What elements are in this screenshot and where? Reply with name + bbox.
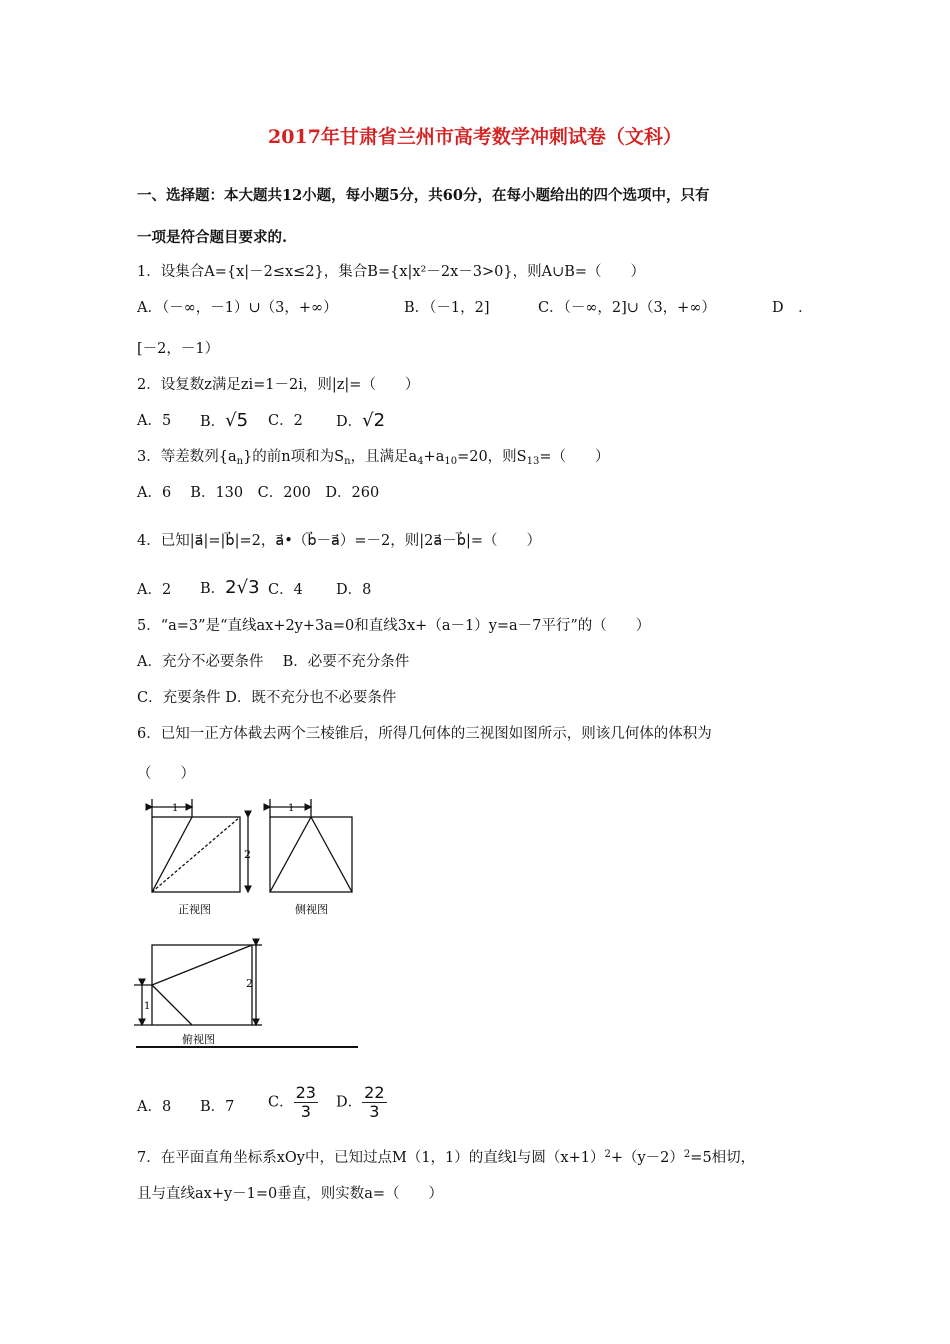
q3-text-c: }的前n项和为S: [243, 449, 345, 465]
three-view-figure: [130, 795, 365, 1055]
fraction-23-3: [294, 1084, 318, 1121]
question-4-option-d: D．8: [336, 582, 372, 598]
question-4-stem: 4．已知|a⃗|=|b⃗|=2，a⃗•（b⃗－a⃗）=－2，则|2a⃗－b⃗|=（ ）: [137, 533, 542, 549]
question-2-stem: 2．设复数z满足zi=1－2i，则|z|=（ ）: [137, 377, 420, 393]
side-dim-1: 1: [288, 803, 295, 814]
q3-sub-10: 10: [444, 456, 458, 467]
q3-sub-4: 4: [417, 456, 424, 467]
q7-text-c: +（y－2）: [610, 1150, 684, 1166]
question-5-options-cd: C．充要条件 D．既不充分也不必要条件: [137, 690, 397, 706]
question-5-options-ab: A．充分不必要条件 B．必要不充分条件: [137, 654, 410, 670]
question-5-stem: 5．“a=3”是“直线ax+2y+3a=0和直线3x+（a－1）y=a－7平行”的（ ）: [137, 618, 651, 634]
question-6-option-d: [336, 1084, 387, 1121]
question-6-option-d-label: D．: [336, 1094, 363, 1111]
section-heading-cont: 一项是符合题目要求的.: [137, 229, 288, 246]
question-6-option-c-label: C．: [268, 1094, 294, 1111]
q7-sup-1: 2: [604, 1149, 611, 1160]
question-1-option-b: B．（－1，2]: [404, 300, 490, 316]
q3-sub-n2: n: [344, 456, 351, 467]
q3-text-g: +a: [423, 449, 445, 465]
question-1-option-a: A．（－∞，－1）∪（3，+∞）: [137, 300, 338, 316]
front-dim-2: 2: [244, 848, 251, 861]
section-heading: 一、选择题：本大题共12小题，每小题5分，共60分，在每小题给出的四个选项中，只有: [137, 187, 710, 204]
question-1-option-d: D ．: [772, 300, 813, 316]
side-view: [270, 799, 352, 892]
frac-c-den: 3: [300, 1102, 311, 1121]
side-view-label: 侧视图: [295, 903, 328, 916]
q3-sub-13: 13: [526, 456, 540, 467]
two-sqrt-3: 2√3: [225, 577, 260, 598]
sqrt-2: √2: [362, 410, 386, 431]
q3-text-e: ，且满足a: [350, 449, 418, 465]
front-view-label: 正视图: [178, 903, 211, 916]
top-view: [134, 945, 262, 1025]
q3-sub-n: n: [236, 456, 244, 467]
question-2-option-b: [200, 411, 248, 432]
question-4-option-c: C．4: [268, 582, 303, 598]
question-6-stem: 6．已知一正方体截去两个三棱锥后，所得几何体的三视图如图所示，则该几何体的体积为: [137, 726, 712, 742]
frac-d-num: 22: [364, 1083, 385, 1102]
question-6-option-c: [268, 1084, 318, 1121]
question-2-option-a: A．5: [137, 413, 172, 429]
frac-c-num: 23: [295, 1083, 316, 1102]
question-3-options: A．6 B．130 C．200 D．260: [137, 485, 380, 501]
frac-d-den: 3: [369, 1102, 380, 1121]
question-2-option-c: C．2: [268, 413, 303, 429]
front-view: [152, 799, 248, 892]
question-3-stem: [137, 447, 610, 472]
question-7-stem: [137, 1145, 755, 1168]
top-dim-2: 2: [246, 977, 253, 990]
question-2-option-b-label: B．: [200, 414, 226, 430]
question-6-option-b: B．7: [200, 1099, 235, 1115]
question-1-stem: 1．设集合A={x|－2≤x≤2}，集合B={x|x²－2x－3>0}，则A∪B=（ ）: [137, 264, 646, 280]
top-view-label: 俯视图: [182, 1033, 215, 1046]
q3-text-i: =20，则S: [457, 449, 527, 465]
question-1-option-c: C．（－∞，2]∪（3，+∞）: [538, 300, 716, 316]
top-dim-1: 1: [144, 1001, 151, 1012]
question-4-option-b: [200, 578, 260, 599]
question-2-option-d: [336, 411, 385, 432]
question-4-option-b-label: B．: [200, 581, 226, 597]
sqrt-5: √5: [225, 410, 249, 431]
question-2-option-d-label: D．: [336, 414, 363, 430]
question-4-option-a: A．2: [137, 582, 172, 598]
front-dim-1: 1: [172, 803, 179, 814]
question-6-paren: （ ）: [137, 766, 195, 782]
q7-sup-2: 2: [683, 1149, 691, 1160]
page-title: 2017年甘肃省兰州市高考数学冲刺试卷（文科）: [268, 126, 682, 148]
q7-text-a: 7．在平面直角坐标系xOy中，已知过点M（1，1）的直线l与圆（x+1）: [137, 1150, 605, 1166]
q7-text-e: =5相切，: [690, 1150, 756, 1166]
question-6-option-a: A．8: [137, 1099, 172, 1115]
q3-text-a: 3．等差数列{a: [137, 449, 237, 465]
fraction-22-3: [362, 1084, 386, 1121]
question-7-stem-cont: 且与直线ax+y－1=0垂直，则实数a=（ ）: [137, 1186, 444, 1202]
question-1-option-d-cont: [－2，－1）: [137, 341, 220, 357]
q3-text-k: =（ ）: [539, 449, 610, 465]
